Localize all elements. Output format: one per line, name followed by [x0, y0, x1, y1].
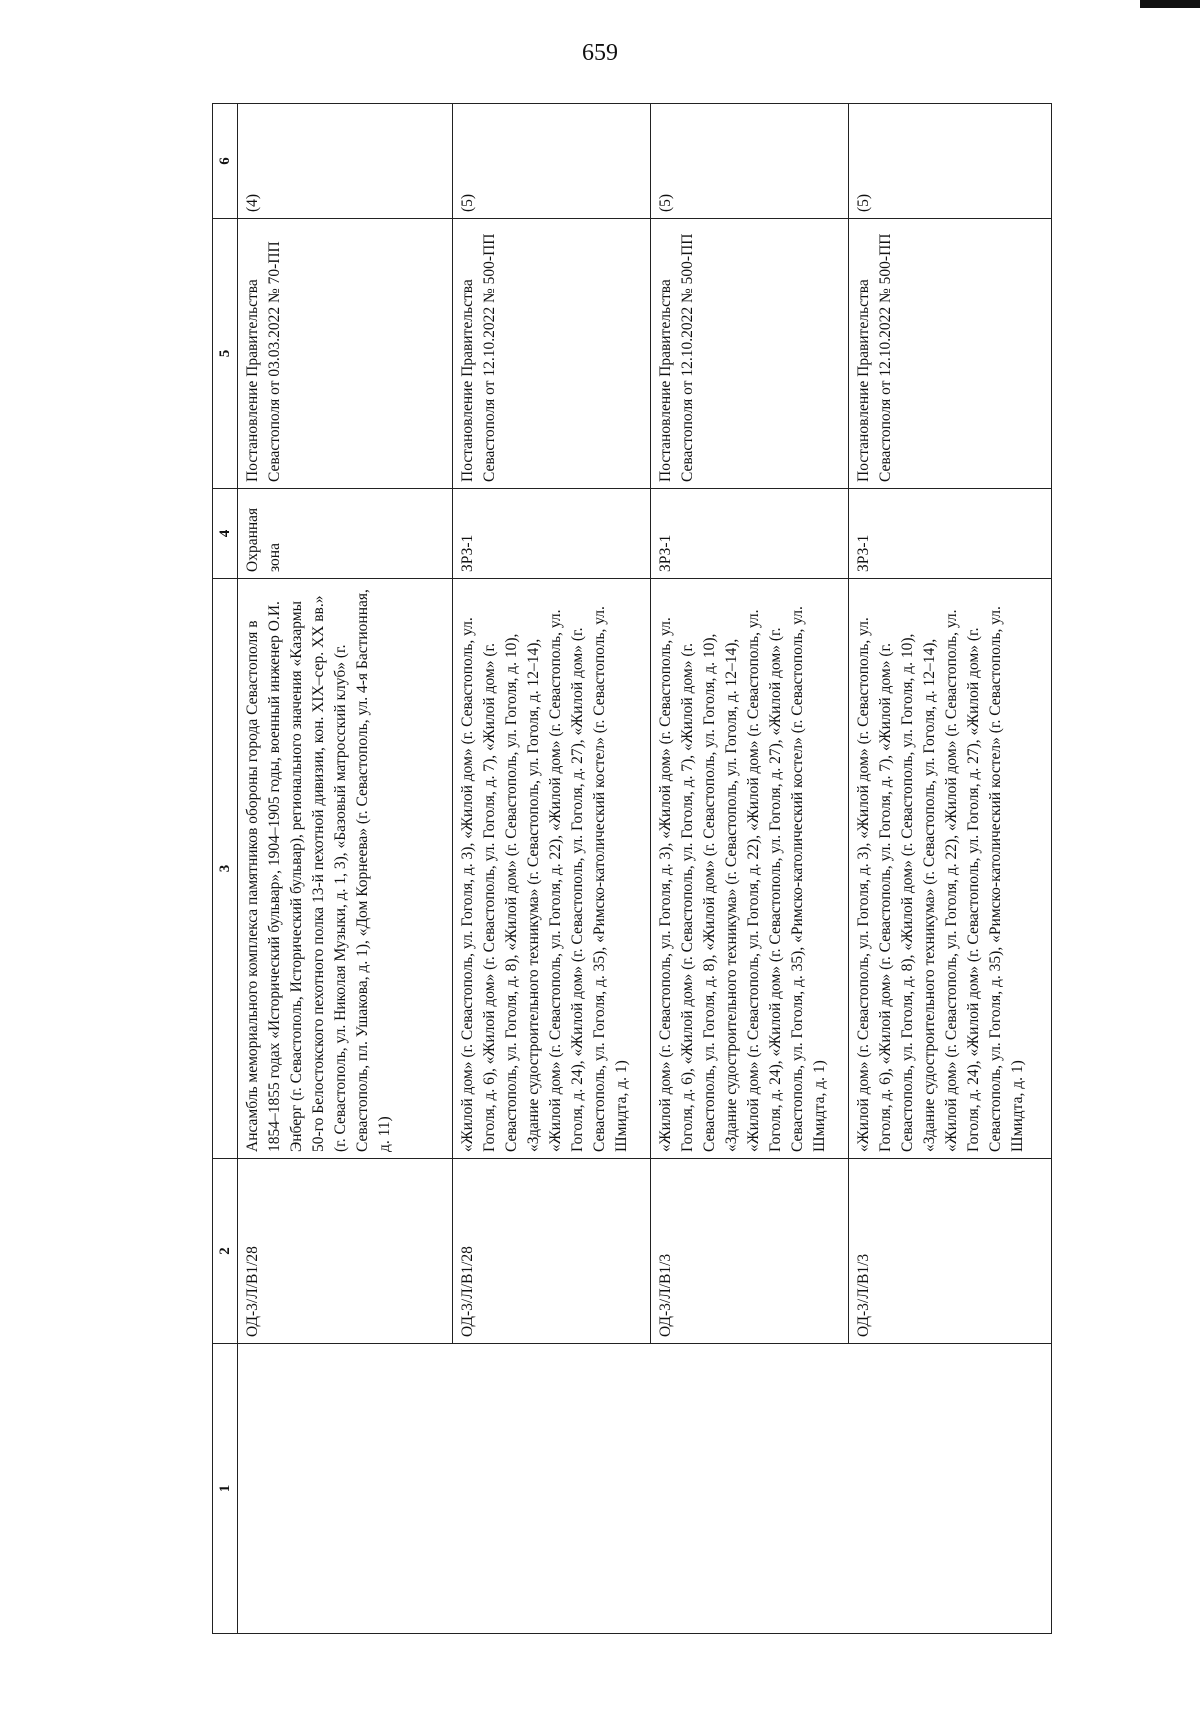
- header-col-5: 5: [213, 219, 238, 489]
- zones-table: [212, 103, 1052, 1634]
- scan-edge-mark: [1140, 0, 1200, 8]
- cell-objects: Ансамбль мемориального комплекса памятников обороны города Севастополя в 1854–1855 годах «Исторический бульвар», 1904–1905 годы, военный инженер О.И. Энберг (г. Севастополь, Исторический бульвар), регионального значения «Казармы 50-го Белостокского пехотного полка 13-й пехотной дивизии, кон. XIX–сер. XX вв.» (г. Севастополь, ул. Николая Музыки, д. 1, 3), «Базовый матросский клуб» (г. Севастополь, пл. Ушакова, д. 1), «Дом Корнеева» (г. Севастополь, ул. 4-я Бастионная, д. 11): [238, 579, 453, 1159]
- rotated-table-wrapper: [212, 104, 1052, 1634]
- header-col-1: 1: [213, 1344, 238, 1634]
- cell-number: [238, 1344, 1052, 1634]
- cell-note: (4): [238, 104, 453, 219]
- header-col-3: 3: [213, 579, 238, 1159]
- header-col-4: 4: [213, 489, 238, 579]
- cell-zone-type: ЗРЗ-1: [849, 489, 1052, 579]
- header-row: [213, 104, 238, 1634]
- cell-zone-code: ОД-3/Л/В1/3: [651, 1159, 849, 1344]
- cell-zone-code: ОД-3/Л/В1/28: [238, 1159, 453, 1344]
- cell-note: (5): [651, 104, 849, 219]
- cell-zone-code: ОД-3/Л/В1/28: [453, 1159, 651, 1344]
- cell-act: Постановление Правительства Севастополя от 12.10.2022 № 500-ПП: [651, 219, 849, 489]
- cell-zone-type: Охранная зона: [238, 489, 453, 579]
- cell-note: (5): [849, 104, 1052, 219]
- cell-act: Постановление Правительства Севастополя от 12.10.2022 № 500-ПП: [849, 219, 1052, 489]
- cell-zone-type: ЗРЗ-1: [651, 489, 849, 579]
- cell-note: (5): [453, 104, 651, 219]
- cell-objects: «Жилой дом» (г. Севастополь, ул. Гоголя, д. 3), «Жилой дом» (г. Севастополь, ул. Гоголя, д. 6), «Жилой дом» (г. Севастополь, ул. Гоголя, д. 7), «Жилой дом» (г. Севастополь, ул. Гоголя, д. 8), «Жилой дом» (г. Севастополь, ул. Гоголя, д. 10), «Здание судостроительного техникума» (г. Севастополь, ул. Гоголя, д. 12–14), «Жилой дом» (г. Севастополь, ул. Гоголя, д. 22), «Жилой дом» (г. Севастополь, ул. Гоголя, д. 24), «Жилой дом» (г. Севастополь, ул. Гоголя, д. 27), «Жилой дом» (г. Севастополь, ул. Гоголя, д. 35), «Римско-католический костел» (г. Севастополь, ул. Шмидта, д. 1): [453, 579, 651, 1159]
- cell-act: Постановление Правительства Севастополя от 12.10.2022 № 500-ПП: [453, 219, 651, 489]
- header-col-6: 6: [213, 104, 238, 219]
- table-row: [238, 104, 453, 1634]
- cell-zone-type: ЗРЗ-1: [453, 489, 651, 579]
- cell-objects: «Жилой дом» (г. Севастополь, ул. Гоголя, д. 3), «Жилой дом» (г. Севастополь, ул. Гоголя, д. 6), «Жилой дом» (г. Севастополь, ул. Гоголя, д. 7), «Жилой дом» (г. Севастополь, ул. Гоголя, д. 8), «Жилой дом» (г. Севастополь, ул. Гоголя, д. 10), «Здание судостроительного техникума» (г. Севастополь, ул. Гоголя, д. 12–14), «Жилой дом» (г. Севастополь, ул. Гоголя, д. 22), «Жилой дом» (г. Севастополь, ул. Гоголя, д. 24), «Жилой дом» (г. Севастополь, ул. Гоголя, д. 27), «Жилой дом» (г. Севастополь, ул. Гоголя, д. 35), «Римско-католический костел» (г. Севастополь, ул. Шмидта, д. 1): [651, 579, 849, 1159]
- cell-objects: «Жилой дом» (г. Севастополь, ул. Гоголя, д. 3), «Жилой дом» (г. Севастополь, ул. Гоголя, д. 6), «Жилой дом» (г. Севастополь, ул. Гоголя, д. 7), «Жилой дом» (г. Севастополь, ул. Гоголя, д. 8), «Жилой дом» (г. Севастополь, ул. Гоголя, д. 10), «Здание судостроительного техникума» (г. Севастополь, ул. Гоголя, д. 12–14), «Жилой дом» (г. Севастополь, ул. Гоголя, д. 22), «Жилой дом» (г. Севастополь, ул. Гоголя, д. 24), «Жилой дом» (г. Севастополь, ул. Гоголя, д. 27), «Жилой дом» (г. Севастополь, ул. Гоголя, д. 35), «Римско-католический костел» (г. Севастополь, ул. Шмидта, д. 1): [849, 579, 1052, 1159]
- header-col-2: 2: [213, 1159, 238, 1344]
- page-number: 659: [582, 40, 618, 66]
- cell-zone-code: ОД-3/Л/В1/3: [849, 1159, 1052, 1344]
- cell-act: Постановление Правительства Севастополя от 03.03.2022 № 70-ПП: [238, 219, 453, 489]
